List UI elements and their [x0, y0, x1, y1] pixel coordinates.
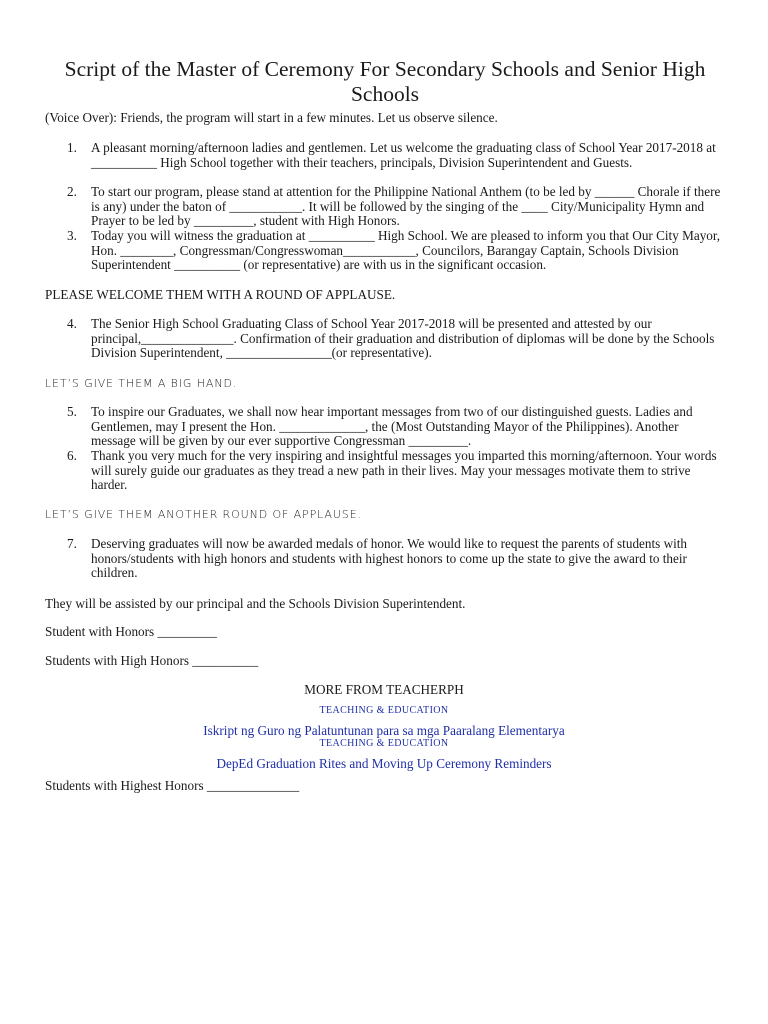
related-category: TEACHING & EDUCATION: [319, 738, 449, 749]
related-link[interactable]: Iskript ng Guro ng Palatuntunan para sa mga Paaralang Elementarya: [203, 723, 565, 738]
honors-line: Student with Honors _________: [45, 624, 217, 639]
assisted-text: They will be assisted by our principal and the Schools Division Superintendent.: [45, 596, 466, 611]
related-category: TEACHING & EDUCATION: [319, 705, 449, 716]
high-honors-line: Students with High Honors __________: [45, 653, 259, 668]
list-number: 1.: [67, 140, 77, 155]
list-text: A pleasant morning/afternoon ladies and gentlemen. Let us welcome the graduating class of School Year 2017-2018 at __________ High School together with their teachers, principals, Division Superintendent and Guests.: [91, 140, 716, 170]
related-link[interactable]: DepEd Graduation Rites and Moving Up Ceremony Reminders: [216, 756, 552, 771]
highest-honors-line: Students with Highest Honors ______________: [45, 778, 300, 793]
more-from-heading: MORE FROM TEACHERPH: [304, 682, 464, 697]
another-round-text: LET’S GIVE THEM ANOTHER ROUND OF APPLAUSE.: [45, 508, 362, 521]
list-text: Thank you very much for the very inspiring and insightful messages you imparted this morning/afternoon. Your words will surely guide our graduates as they tread a new path in their lives. May your messages motivate them to strive harder.: [91, 448, 717, 493]
list-text: To start our program, please stand at attention for the Philippine National Anthem (to be led by ______ Chorale if there is any) under the baton of ___________. It will be followed by the singing of the ____ City/Municipality Hymn and Prayer to be led by _________, student with High Honors.: [91, 184, 721, 229]
welcome-applause-text: PLEASE WELCOME THEM WITH A ROUND OF APPLAUSE.: [45, 287, 396, 302]
list-number: 5.: [67, 404, 77, 419]
list-text: To inspire our Graduates, we shall now hear important messages from two of our distinguished guests. Ladies and Gentlemen, may I present the Hon. _____________, the (Most Outstanding Mayor of the Philippines). Another message will be given by our ever supportive Congressman _________.: [91, 404, 693, 449]
voice-over-text: (Voice Over): Friends, the program will start in a few minutes. Let us observe silence.: [45, 110, 498, 125]
document-title: Script of the Master of Ceremony For Secondary Schools and Senior High Schools: [64, 57, 706, 106]
list-number: 2.: [67, 184, 77, 199]
list-text: Deserving graduates will now be awarded medals of honor. We would like to request the parents of students with honors/students with high honors and students with highest honors to come up the state to give the award to their children.: [91, 536, 688, 581]
list-text: The Senior High School Graduating Class of School Year 2017-2018 will be presented and attested by our principal,______________. Confirmation of their graduation and distribution of diplomas will be done by the Schools Division Superintendent, ________________(or representative).: [91, 316, 715, 361]
list-number: 7.: [67, 536, 77, 551]
list-number: 4.: [67, 316, 77, 331]
big-hand-text: LET’S GIVE THEM A BIG HAND.: [45, 377, 238, 390]
list-number: 3.: [67, 228, 77, 243]
list-number: 6.: [67, 448, 77, 463]
list-text: Today you will witness the graduation at __________ High School. We are pleased to inform you that Our City Mayor, Hon. ________, Congressman/Congresswoman___________, Councilors, Barangay Captain, Schools Division Superintendent __________ (or representative) are with us in the significant occasion.: [91, 228, 721, 273]
